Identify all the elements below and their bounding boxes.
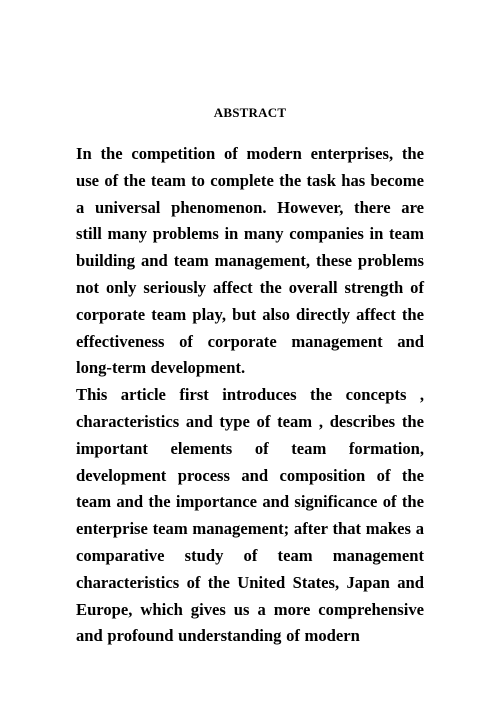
abstract-paragraph-2: This article first introduces the concepts , characteristics and type of team , describes the important elements of team formation, development process and composition of the team and the importance and significance of the enterprise team management; after that makes a comparative study of team management characteristics of the United States, Japan and Europe, which gives us a more comprehensive and profound understanding of modern xyxy=(76,385,424,646)
abstract-paragraph-1: In the competition of modern enterprises, the use of the team to complete the task has become a universal phenomenon. However, there are still many problems in many companies in team building and team management, these problems not only seriously affect the overall strength of corporate team play, but also directly affect the effectiveness of corporate management and long-term development. xyxy=(76,144,424,378)
abstract-body xyxy=(76,141,424,650)
abstract-heading: ABSTRACT xyxy=(213,105,287,120)
